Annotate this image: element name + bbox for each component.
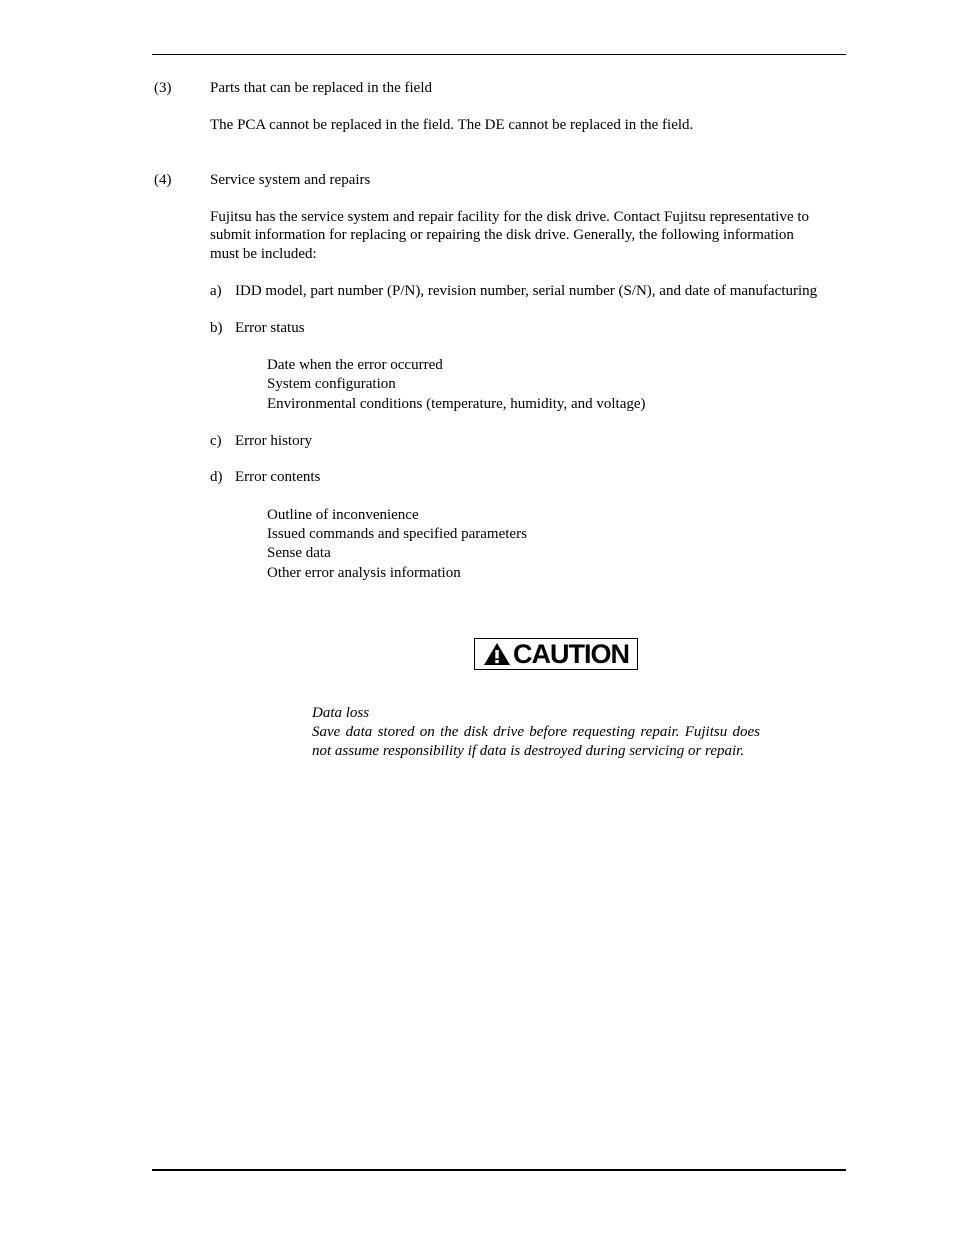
caution-label: CAUTION — [513, 639, 629, 669]
list-item-d-text: Error contents — [235, 469, 321, 485]
list-item-d-subitem: Outline of inconvenience — [267, 507, 419, 523]
section-4-heading: Service system and repairs — [210, 172, 371, 188]
list-item-b-subitem: Date when the error occurred — [267, 357, 443, 373]
list-item-b-subitem: Environmental conditions (temperature, humidity, and voltage) — [267, 396, 646, 412]
top-rule — [152, 54, 846, 55]
list-item-c-marker: c) — [210, 433, 222, 449]
list-item-b-text: Error status — [235, 320, 305, 336]
section-4-intro-line-3: must be included: — [210, 246, 317, 262]
bottom-rule — [152, 1169, 846, 1171]
section-3-heading: Parts that can be replaced in the field — [210, 80, 432, 96]
caution-title: Data loss — [312, 705, 370, 721]
caution-body: Save data stored on the disk drive before requesting repair. Fujitsu does not assume responsibility if data is destroyed during servicing or repair. — [312, 724, 760, 759]
section-4-intro-line-2: submit information for replacing or repairing the disk drive. Generally, the following information — [210, 227, 794, 243]
list-item-d-marker: d) — [210, 469, 223, 485]
list-item-a-marker: a) — [210, 283, 222, 299]
caution-banner — [474, 638, 638, 670]
section-4-number: (4) — [154, 172, 172, 188]
section-4-intro-line-1: Fujitsu has the service system and repair facility for the disk drive. Contact Fujitsu representative to — [210, 209, 810, 225]
list-item-d-subitem: Sense data — [267, 545, 331, 561]
list-item-d-subitem: Other error analysis information — [267, 565, 461, 581]
list-item-d-subitem: Issued commands and specified parameters — [267, 526, 527, 542]
list-item-b-marker: b) — [210, 320, 223, 336]
list-item-c-text: Error history — [235, 433, 313, 449]
list-item-b-subitem: System configuration — [267, 376, 396, 392]
warning-triangle-icon — [483, 642, 511, 666]
list-item-a-text: IDD model, part number (P/N), revision number, serial number (S/N), and date of manufacturing — [235, 283, 818, 299]
section-3-number: (3) — [154, 80, 172, 96]
section-3-body: The PCA cannot be replaced in the field. The DE cannot be replaced in the field. — [210, 117, 694, 133]
